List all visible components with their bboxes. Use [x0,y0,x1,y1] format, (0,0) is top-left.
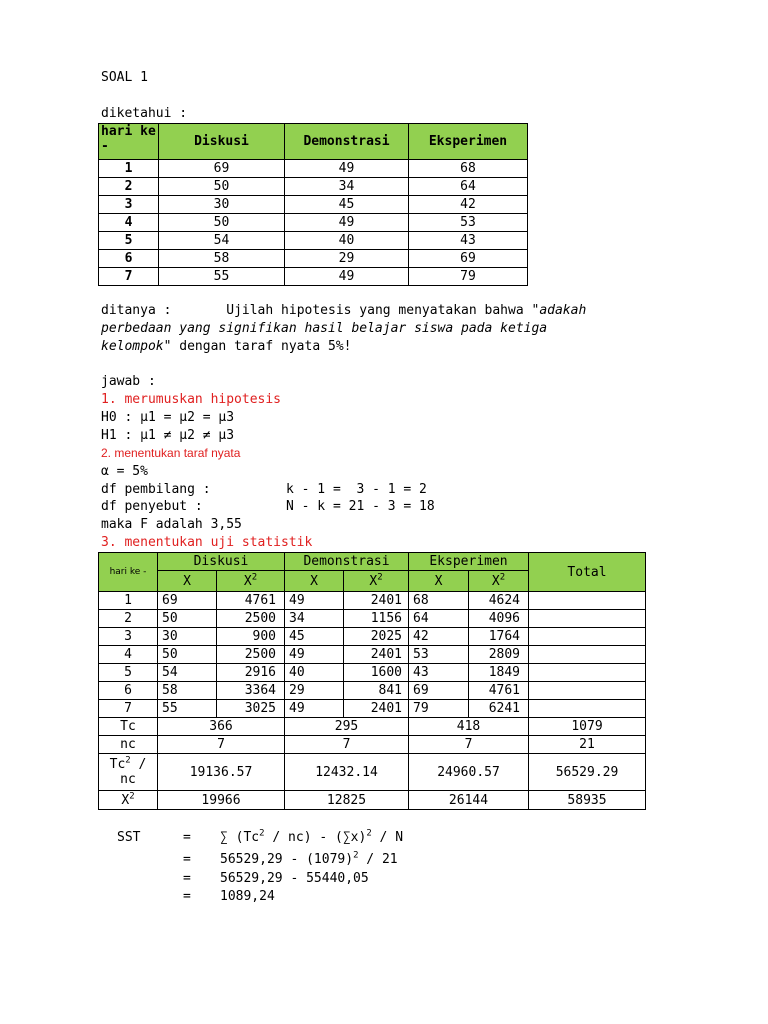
cell: 2500 [217,646,285,664]
cell: 68 [409,160,528,178]
cell: 49 [285,646,344,664]
x2-demonstrasi: 12825 [285,791,409,810]
cell: 30 [159,196,285,214]
header-x: X [409,571,469,592]
superscript-2: 2 [377,572,383,583]
ditanya-text-2: dengan taraf nyata 5%! [171,339,352,354]
cell [529,646,646,664]
cell: 34 [285,178,409,196]
tc2nc-total: 56529.29 [529,754,646,791]
cell: 43 [409,232,528,250]
ditanya-text: Ujilah hipotesis yang menyatakan bahwa [226,303,532,318]
cell: 69 [409,250,528,268]
cell: 2025 [344,628,409,646]
cell [529,682,646,700]
x-label-part: X [121,792,130,808]
cell: 55 [159,268,285,286]
cell [529,592,646,610]
cell: 58 [159,250,285,268]
header-eksperimen: Eksperimen [409,124,528,160]
cell: 2809 [469,646,529,664]
data-table [98,123,528,286]
table-row [99,214,528,232]
cell: 79 [409,700,469,718]
cell: 7 [99,700,158,718]
cell: 3025 [217,700,285,718]
sst-step-2-b: / 21 [358,852,398,867]
superscript-2: 2 [125,755,131,766]
cell: 1849 [469,664,529,682]
sst-step-3: 56529,29 - 55440,05 [220,871,369,886]
step-1-heading: 1. merumuskan hipotesis [101,392,282,407]
ditanya-line2 [101,321,547,336]
sst-step-2-a: 56529,29 - (1079) [220,852,354,867]
header-total: Total [529,553,646,592]
header-demonstrasi: Demonstrasi [285,124,409,160]
header-eksperimen: Eksperimen [409,553,529,571]
cell: 2401 [344,646,409,664]
cell: 2916 [217,664,285,682]
cell: 4 [99,646,158,664]
header-diskusi: Diskusi [159,124,285,160]
x2-total: 58935 [529,791,646,810]
tc2nc-row [99,754,646,791]
header-demonstrasi: Demonstrasi [285,553,409,571]
tc-diskusi: 366 [158,718,285,736]
sst-formula-a: ∑ (Tc [220,830,260,845]
cell: 68 [409,592,469,610]
cell: 4624 [469,592,529,610]
cell: 4 [99,214,159,232]
sst-formula [220,830,403,845]
cell: 1156 [344,610,409,628]
cell: 69 [159,160,285,178]
tc2nc-demonstrasi: 12432.14 [285,754,409,791]
x2-label: X [369,573,378,589]
cell: 54 [159,232,285,250]
cell: 45 [285,196,409,214]
table-row [99,178,528,196]
cell: 42 [409,628,469,646]
cell: 49 [285,160,409,178]
table-row [99,682,646,700]
x2-row [99,791,646,810]
cell: 7 [99,268,159,286]
df-pembilang-label: df pembilang : [101,482,211,497]
cell: 50 [159,214,285,232]
table-row [99,628,646,646]
tc-row [99,718,646,736]
header-x2 [469,571,529,592]
table-row [99,196,528,214]
tc-eksperimen: 418 [409,718,529,736]
cell: 6 [99,250,159,268]
tc2nc-diskusi: 19136.57 [158,754,285,791]
cell: 55 [158,700,217,718]
cell: 2500 [217,610,285,628]
nc-demonstrasi: 7 [285,736,409,754]
df-penyebut-label: df penyebut : [101,499,203,514]
header-diskusi: Diskusi [158,553,285,571]
alpha-value: α = 5% [101,464,148,479]
nc-label-part: / nc [120,757,147,787]
ditanya-line3 [101,339,351,354]
step-2-heading: 2. menentukan taraf nyata [101,446,241,460]
cell: 50 [159,178,285,196]
superscript-2: 2 [366,828,372,839]
x2-diskusi: 19966 [158,791,285,810]
header-x2 [217,571,285,592]
cell: 64 [409,610,469,628]
df-penyebut-value: N - k = 21 - 3 = 18 [286,499,435,514]
sst-label: SST [117,830,141,845]
nc-diskusi: 7 [158,736,285,754]
cell: 900 [217,628,285,646]
cell: 2 [99,610,158,628]
sst-eq-1: = [183,830,191,845]
cell: 4761 [217,592,285,610]
cell: 2401 [344,700,409,718]
header-x: X [285,571,344,592]
x2-label: X [243,573,252,589]
cell: 4761 [469,682,529,700]
table-row [99,610,646,628]
cell [529,610,646,628]
superscript-2: 2 [129,791,135,802]
cell: 841 [344,682,409,700]
cell: 53 [409,646,469,664]
cell: 45 [285,628,344,646]
sst-eq-3: = [183,871,191,886]
df-pembilang-value: k - 1 = 3 - 1 = 2 [286,482,427,497]
statistics-table [98,552,646,810]
tc2nc-eksperimen: 24960.57 [409,754,529,791]
cell: 5 [99,664,158,682]
cell [529,700,646,718]
table-row [99,268,528,286]
table-row [99,232,528,250]
ditanya-quote-3: kelompok" [101,339,172,354]
cell: 2 [99,178,159,196]
sst-formula-b: / nc) - (∑x) [264,830,367,845]
cell: 79 [409,268,528,286]
soal-title: SOAL 1 [101,70,148,85]
header-hari: hari ke - [99,124,159,160]
f-value: maka F adalah 3,55 [101,517,242,532]
hypothesis-h1: H1 : μ1 ≠ μ2 ≠ μ3 [101,428,235,443]
tc-demonstrasi: 295 [285,718,409,736]
header-x2 [344,571,409,592]
superscript-2: 2 [251,572,258,583]
x2-eksperimen: 26144 [409,791,529,810]
cell: 64 [409,178,528,196]
step-3-heading: 3. menentukan uji statistik [101,535,313,550]
cell: 40 [285,664,344,682]
cell: 29 [285,250,409,268]
cell: 69 [158,592,217,610]
cell: 58 [158,682,217,700]
table-row [99,160,528,178]
cell: 2401 [344,592,409,610]
superscript-2: 2 [259,828,265,839]
cell: 29 [285,682,344,700]
cell: 49 [285,268,409,286]
cell: 30 [158,628,217,646]
cell: 43 [409,664,469,682]
cell [529,628,646,646]
nc-total: 21 [529,736,646,754]
header-x: X [158,571,217,592]
sst-step-2 [220,852,398,867]
jawab-label: jawab : [101,374,156,389]
ditanya-line1 [101,303,586,318]
cell: 34 [285,610,344,628]
cell [529,664,646,682]
cell: 69 [409,682,469,700]
ditanya-quote-1: "adakah [531,303,587,318]
cell: 50 [158,610,217,628]
superscript-2: 2 [499,572,506,583]
table-row [99,700,646,718]
hypothesis-h0: H0 : μ1 = μ2 = μ3 [101,410,235,425]
cell: 6 [99,682,158,700]
table-row [99,664,646,682]
nc-eksperimen: 7 [409,736,529,754]
sst-result: 1089,24 [220,889,275,904]
cell: 40 [285,232,409,250]
cell: 50 [158,646,217,664]
cell: 1764 [469,628,529,646]
cell: 3 [99,196,159,214]
sst-eq-2: = [183,852,191,867]
tc-label: Tc [99,718,158,736]
cell: 49 [285,592,344,610]
ditanya-label: ditanya : [101,303,172,318]
cell: 1600 [344,664,409,682]
cell: 3364 [217,682,285,700]
cell: 6241 [469,700,529,718]
x2-sum-label [99,791,158,810]
ditanya-quote-2: perbedaan yang signifikan hasil belajar siswa pada ketiga [101,321,548,336]
tc-label-part: Tc [109,757,126,772]
cell: 3 [99,628,158,646]
tc2nc-label [99,754,158,791]
table-row [99,250,528,268]
table-row [99,592,646,610]
cell: 49 [285,214,409,232]
sst-formula-c: / N [371,830,404,845]
table-row [99,646,646,664]
diketahui-label: diketahui : [101,106,188,121]
tc-total: 1079 [529,718,646,736]
x2-label: X [491,573,500,589]
cell: 49 [285,700,344,718]
nc-row [99,736,646,754]
nc-label: nc [99,736,158,754]
cell: 5 [99,232,159,250]
cell: 54 [158,664,217,682]
sst-eq-4: = [183,889,191,904]
cell: 4096 [469,610,529,628]
superscript-2: 2 [353,850,359,861]
cell: 42 [409,196,528,214]
cell: 1 [99,160,159,178]
header-hari: hari ke - [99,553,158,592]
cell: 53 [409,214,528,232]
cell: 1 [99,592,158,610]
